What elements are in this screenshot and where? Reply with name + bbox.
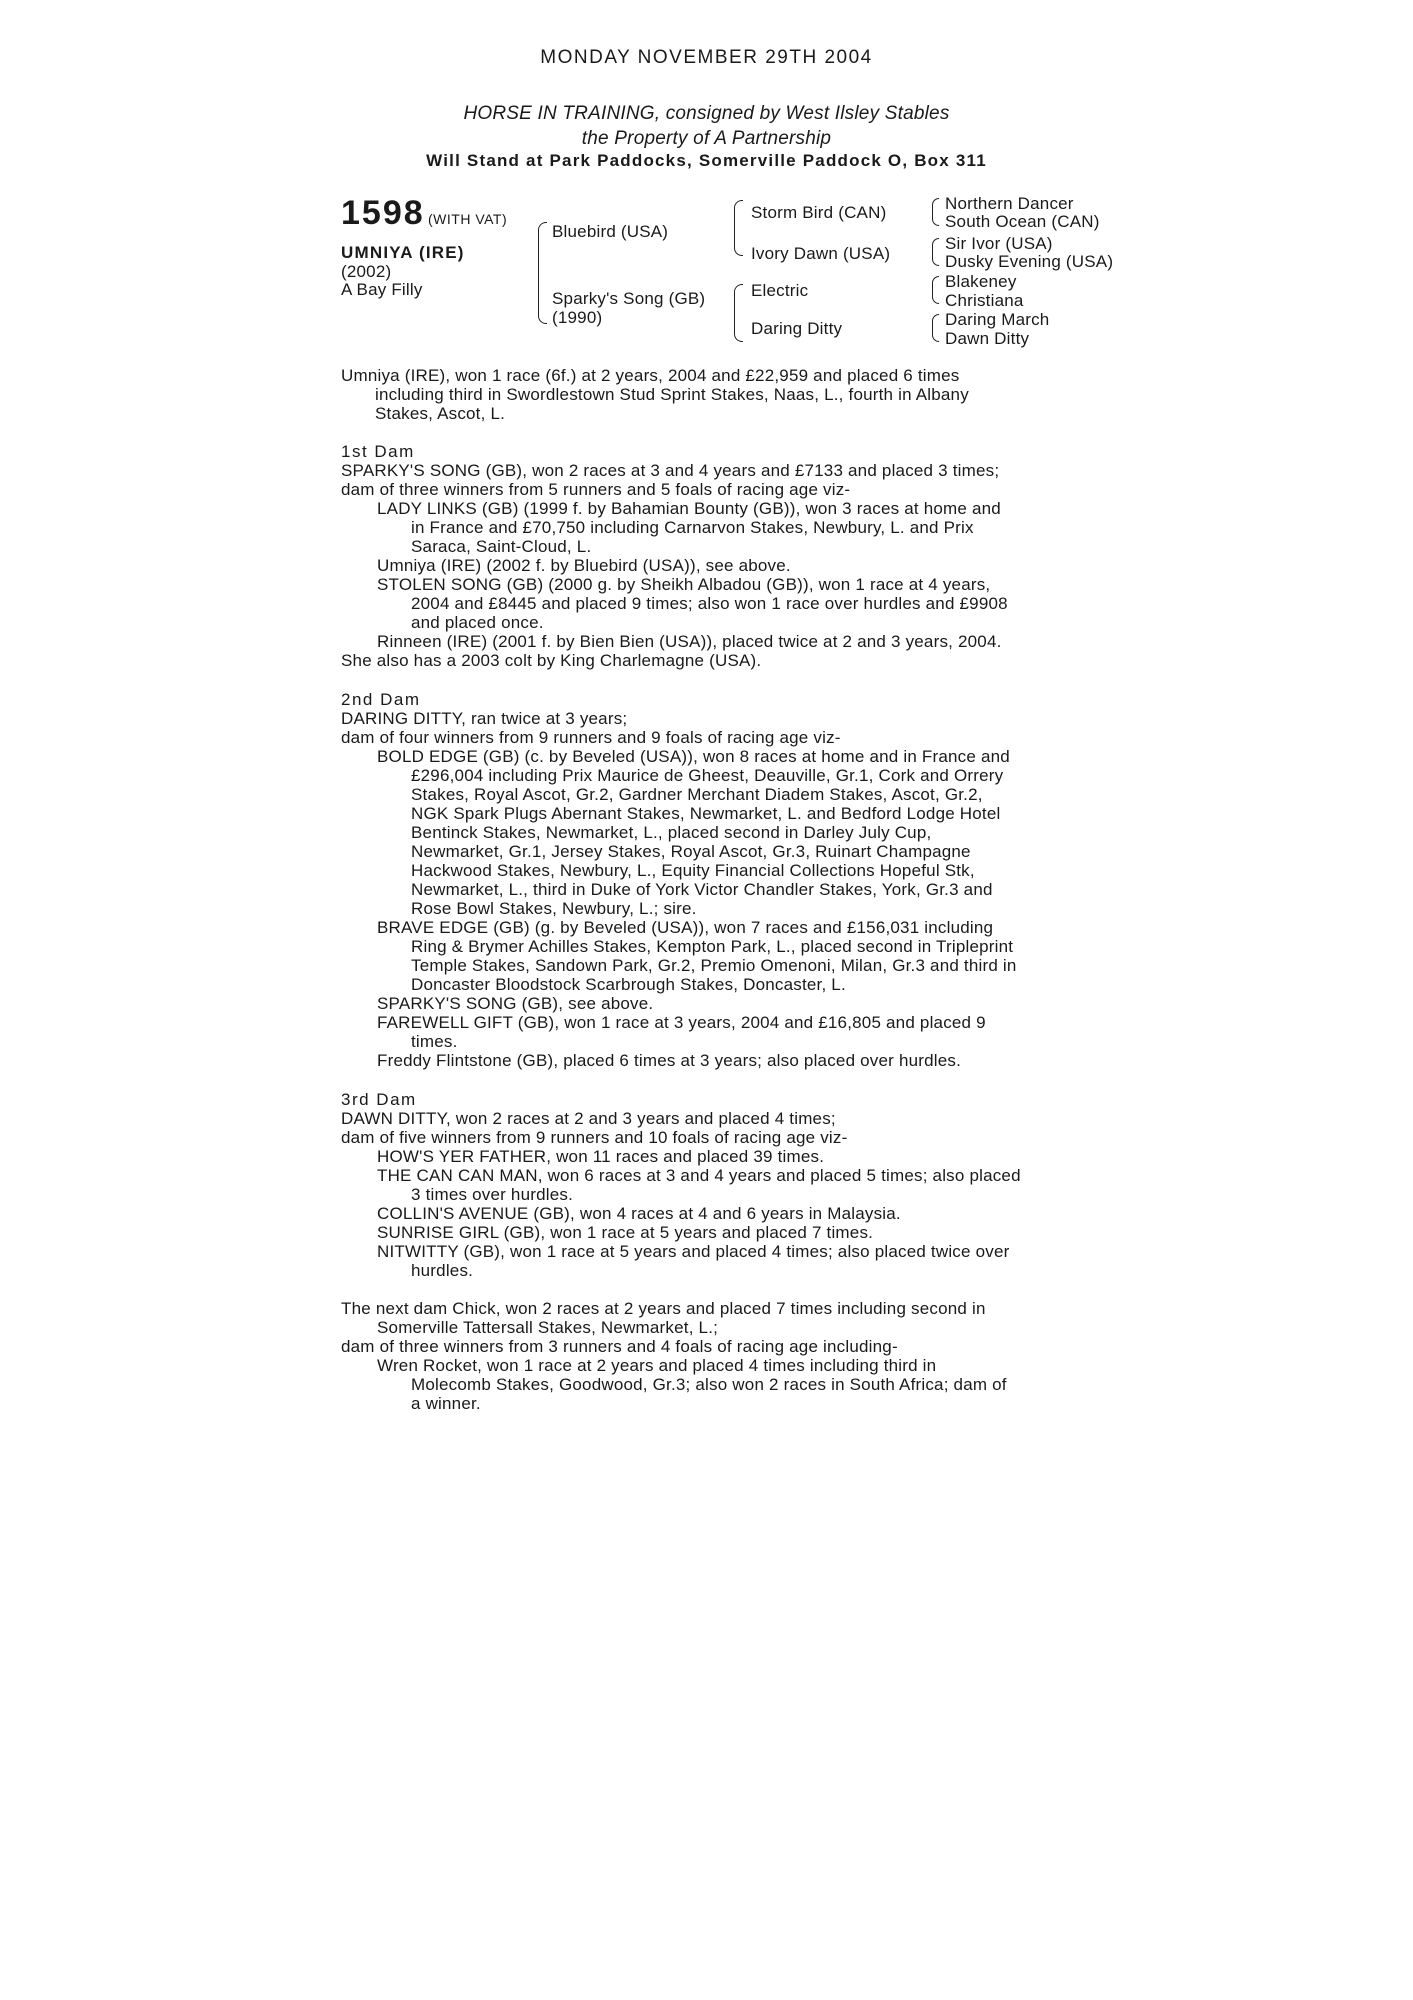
sire: Bluebird (USA) (552, 222, 669, 241)
pedigree-brace-3a (932, 198, 939, 226)
second-dam-line: SPARKY'S SONG (GB), see above. (377, 994, 654, 1013)
second-dam-line: Freddy Flintstone (GB), placed 6 times at 3 years; also placed over hurdles. (377, 1051, 962, 1070)
horse-year: (2002) (341, 262, 392, 281)
third-dam-line: dam of five winners from 9 runners and 10 foals of racing age viz- (341, 1128, 848, 1147)
dam-year: (1990) (552, 308, 603, 327)
first-dam-line: STOLEN SONG (GB) (2000 g. by Sheikh Albadou (GB)), won 1 race at 4 years, (377, 575, 991, 594)
third-dam-line: DAWN DITTY, won 2 races at 2 and 3 years and placed 4 times; (341, 1109, 836, 1128)
second-dam-line: dam of four winners from 9 runners and 9 foals of racing age viz- (341, 728, 841, 747)
third-dam-line: HOW'S YER FATHER, won 11 races and placed 39 times. (377, 1147, 825, 1166)
ss-dam: South Ocean (CAN) (945, 212, 1100, 231)
second-dam-line: NGK Spark Plugs Abernant Stakes, Newmarket, L. and Bedford Lodge Hotel (411, 804, 1001, 823)
third-dam-line: 3 times over hurdles. (411, 1185, 573, 1204)
second-dam-line: BOLD EDGE (GB) (c. by Beveled (USA)), won 8 races at home and in France and (377, 747, 1010, 766)
location-line: Will Stand at Park Paddocks, Somerville Paddock O, Box 311 (426, 151, 987, 170)
second-dam-line: FAREWELL GIFT (GB), won 1 race at 3 years, 2004 and £16,805 and placed 9 (377, 1013, 986, 1032)
pedigree-brace-3d (932, 314, 939, 342)
summary-line: Umniya (IRE), won 1 race (6f.) at 2 years, 2004 and £22,959 and placed 6 times (341, 366, 960, 385)
first-dam-line: SPARKY'S SONG (GB), won 2 races at 3 and 4 years and £7133 and placed 3 times; (341, 461, 1000, 480)
dd-dam: Dawn Ditty (945, 329, 1030, 348)
next-dam-line: dam of three winners from 3 runners and 4 foals of racing age including- (341, 1337, 898, 1356)
second-dam-line: Ring & Brymer Achilles Stakes, Kempton Park, L., placed second in Tripleprint (411, 937, 1014, 956)
ds-sire: Blakeney (945, 272, 1017, 291)
sale-date: MONDAY NOVEMBER 29TH 2004 (540, 47, 873, 68)
next-dam-line: a winner. (411, 1394, 481, 1413)
second-dam-line: Hackwood Stakes, Newbury, L., Equity Financial Collections Hopeful Stk, (411, 861, 975, 880)
second-dam-line: DARING DITTY, ran twice at 3 years; (341, 709, 628, 728)
pedigree-brace-2a (734, 200, 743, 256)
second-dam-line: Temple Stakes, Sandown Park, Gr.2, Premio Omenoni, Milan, Gr.3 and third in (411, 956, 1017, 975)
dam-dam: Daring Ditty (751, 319, 843, 338)
third-dam-line: SUNRISE GIRL (GB), won 1 race at 5 years and placed 7 times. (377, 1223, 874, 1242)
lot-vat: (WITH VAT) (428, 211, 508, 227)
dam: Sparky's Song (GB) (552, 289, 706, 308)
sd-dam: Dusky Evening (USA) (945, 252, 1114, 271)
second-dam-line: times. (411, 1032, 458, 1051)
dd-sire: Daring March (945, 310, 1050, 329)
next-dam-line: Molecomb Stakes, Goodwood, Gr.3; also won 2 races in South Africa; dam of (411, 1375, 1007, 1394)
second-dam-heading: 2nd Dam (341, 690, 421, 709)
first-dam-line: in France and £70,750 including Carnarvon Stakes, Newbury, L. and Prix (411, 518, 974, 537)
ds-dam: Christiana (945, 291, 1024, 310)
third-dam-line: THE CAN CAN MAN, won 6 races at 3 and 4 years and placed 5 times; also placed (377, 1166, 1021, 1185)
pedigree-brace-1 (538, 222, 547, 324)
third-dam-line: COLLIN'S AVENUE (GB), won 4 races at 4 and 6 years in Malaysia. (377, 1204, 901, 1223)
first-dam-heading: 1st Dam (341, 442, 415, 461)
summary-line: including third in Swordlestown Stud Sprint Stakes, Naas, L., fourth in Albany (375, 385, 969, 404)
sire-dam: Ivory Dawn (USA) (751, 244, 891, 263)
second-dam-line: Rose Bowl Stakes, Newbury, L.; sire. (411, 899, 697, 918)
lot-number: 1598 (341, 194, 425, 232)
third-dam-line: hurdles. (411, 1261, 474, 1280)
first-dam-line: 2004 and £8445 and placed 9 times; also won 1 race over hurdles and £9908 (411, 594, 1008, 613)
first-dam-line: Umniya (IRE) (2002 f. by Bluebird (USA)), see above. (377, 556, 791, 575)
second-dam-line: Doncaster Bloodstock Scarbrough Stakes, Doncaster, L. (411, 975, 846, 994)
third-dam-line: NITWITTY (GB), won 1 race at 5 years and placed 4 times; also placed twice over (377, 1242, 1010, 1261)
second-dam-line: BRAVE EDGE (GB) (g. by Beveled (USA)), won 7 races and £156,031 including (377, 918, 994, 937)
second-dam-line: Stakes, Royal Ascot, Gr.2, Gardner Merchant Diadem Stakes, Ascot, Gr.2, (411, 785, 983, 804)
next-dam-line: Somerville Tattersall Stakes, Newmarket, L.; (377, 1318, 719, 1337)
next-dam-line: Wren Rocket, won 1 race at 2 years and placed 4 times including third in (377, 1356, 937, 1375)
dam-sire: Electric (751, 281, 809, 300)
first-dam-line: She also has a 2003 colt by King Charlemagne (USA). (341, 651, 762, 670)
pedigree-brace-3c (932, 276, 939, 304)
pedigree-brace-2b (734, 284, 743, 342)
second-dam-line: Newmarket, L., third in Duke of York Victor Chandler Stakes, York, Gr.3 and (411, 880, 993, 899)
ss-sire: Northern Dancer (945, 194, 1074, 213)
second-dam-line: Bentinck Stakes, Newmarket, L., placed second in Darley July Cup, (411, 823, 932, 842)
second-dam-line: Newmarket, Gr.1, Jersey Stakes, Royal Ascot, Gr.3, Ruinart Champagne (411, 842, 971, 861)
first-dam-line: dam of three winners from 5 runners and 5 foals of racing age viz- (341, 480, 851, 499)
third-dam-heading: 3rd Dam (341, 1090, 417, 1109)
sd-sire: Sir Ivor (USA) (945, 234, 1053, 253)
first-dam-line: Rinneen (IRE) (2001 f. by Bien Bien (USA)), placed twice at 2 and 3 years, 2004. (377, 632, 1002, 651)
sire-sire: Storm Bird (CAN) (751, 203, 887, 222)
first-dam-line: Saraca, Saint-Cloud, L. (411, 537, 592, 556)
horse-name: UMNIYA (IRE) (341, 243, 465, 262)
property-line: the Property of A Partnership (581, 128, 832, 149)
first-dam-line: LADY LINKS (GB) (1999 f. by Bahamian Bounty (GB)), won 3 races at home and (377, 499, 1001, 518)
consignor-line: HORSE IN TRAINING, consigned by West Ilsley Stables (463, 103, 950, 124)
summary-line: Stakes, Ascot, L. (375, 404, 506, 423)
first-dam-line: and placed once. (411, 613, 544, 632)
next-dam-line: The next dam Chick, won 2 races at 2 years and placed 7 times including second in (341, 1299, 986, 1318)
pedigree-brace-3b (932, 238, 939, 266)
second-dam-line: £296,004 including Prix Maurice de Gheest, Deauville, Gr.1, Cork and Orrery (411, 766, 1004, 785)
horse-description: A Bay Filly (341, 280, 423, 299)
